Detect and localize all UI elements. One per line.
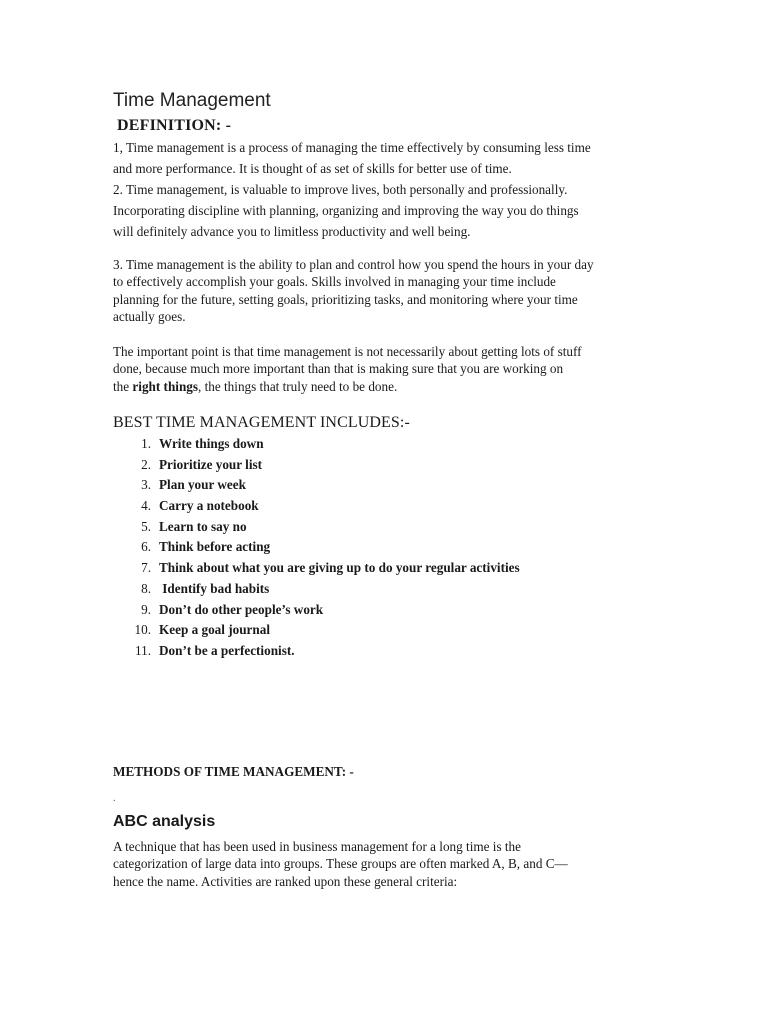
definition-1-line: 1, Time management is a process of managing the time effectively by consuming less time <box>113 140 591 155</box>
list-item <box>134 620 520 641</box>
list-item-text: Don’t do other people’s work <box>159 601 324 617</box>
list-item-text: Write things down <box>159 436 264 451</box>
list-item-text: Think before acting <box>159 539 271 555</box>
list-item-text: Don’t be a perfectionist. <box>159 642 295 658</box>
best-practices-list <box>134 434 520 662</box>
list-item-number: 4. <box>141 498 151 514</box>
list-item <box>141 496 520 517</box>
list-item <box>141 434 520 455</box>
list-item-number: 3. <box>141 477 151 493</box>
important-point-paragraph <box>113 343 673 395</box>
list-item-number: 6. <box>141 539 151 555</box>
list-item-number: 9. <box>141 601 151 617</box>
abc-paragraph-line: A technique that has been used in business management for a long time is the <box>113 839 521 854</box>
important-point-emphasis: right things <box>132 378 199 394</box>
list-item <box>141 517 520 538</box>
list-item-text: Keep a goal journal <box>159 622 270 638</box>
definition-2 <box>113 179 673 242</box>
list-item-number: 8. <box>141 580 151 596</box>
important-point-line <box>113 378 673 395</box>
methods-heading: METHODS OF TIME MANAGEMENT: - <box>113 764 354 779</box>
list-item-text: Think about what you are giving up to do your regular activities <box>159 560 520 576</box>
definition-3-line: 3. Time management is the ability to plan and control how you spend the hours in your day <box>113 257 594 272</box>
list-item <box>141 537 520 558</box>
list-item-number: 7. <box>141 560 151 576</box>
abc-analysis-paragraph <box>113 838 673 890</box>
definition-3-line: to effectively accomplish your goals. Skills involved in managing your time include <box>113 274 556 290</box>
best-practices-heading: BEST TIME MANAGEMENT INCLUDES:- <box>113 414 410 431</box>
page-title: Time Management <box>113 90 271 111</box>
important-point-prefix: the <box>113 378 133 394</box>
list-item-text: Identify bad habits <box>159 580 270 596</box>
abc-paragraph-line: categorization of large data into groups. These groups are often marked A, B, and C— <box>113 856 568 872</box>
abc-paragraph-line: hence the name. Activities are ranked upon these general criteria: <box>113 873 458 889</box>
definition-3 <box>113 256 673 325</box>
list-item-number: 11. <box>135 642 151 658</box>
definition-3-line: planning for the future, setting goals, prioritizing tasks, and monitoring where your time <box>113 291 578 307</box>
list-item-text: Carry a notebook <box>159 498 259 514</box>
definition-2-line: will definitely advance you to limitless productivity and well being. <box>113 224 471 239</box>
list-item-number: 2. <box>141 456 151 472</box>
definition-3-line: actually goes. <box>113 308 186 324</box>
list-item-text: Prioritize your list <box>159 456 263 472</box>
definition-1-line: and more performance. It is thought of as set of skills for better use of time. <box>113 161 512 176</box>
important-point-line: The important point is that time management is not necessarily about getting lots of stuff <box>113 344 582 359</box>
list-item <box>141 600 520 621</box>
list-item <box>135 641 520 662</box>
important-point-line: done, because much more important than that is making sure that you are working on <box>113 361 564 377</box>
list-item-number: 1. <box>141 436 151 451</box>
list-item-number: 10. <box>134 622 151 638</box>
stray-dot: . <box>113 793 116 804</box>
list-item <box>141 475 520 496</box>
definition-2-line: Incorporating discipline with planning, organizing and improving the way you do things <box>113 203 579 218</box>
definition-heading: DEFINITION: - <box>117 117 232 134</box>
list-item-number: 5. <box>141 518 151 534</box>
definition-2-line: 2. Time management, is valuable to improve lives, both personally and professionally. <box>113 182 568 197</box>
important-point-suffix: , the things that truly need to be done. <box>198 378 398 394</box>
abc-analysis-heading: ABC analysis <box>113 813 216 830</box>
list-item <box>141 455 520 476</box>
definition-1 <box>113 137 673 179</box>
list-item <box>141 579 520 600</box>
list-item-text: Plan your week <box>159 477 246 493</box>
list-item <box>141 558 520 579</box>
list-item-text: Learn to say no <box>159 518 247 534</box>
